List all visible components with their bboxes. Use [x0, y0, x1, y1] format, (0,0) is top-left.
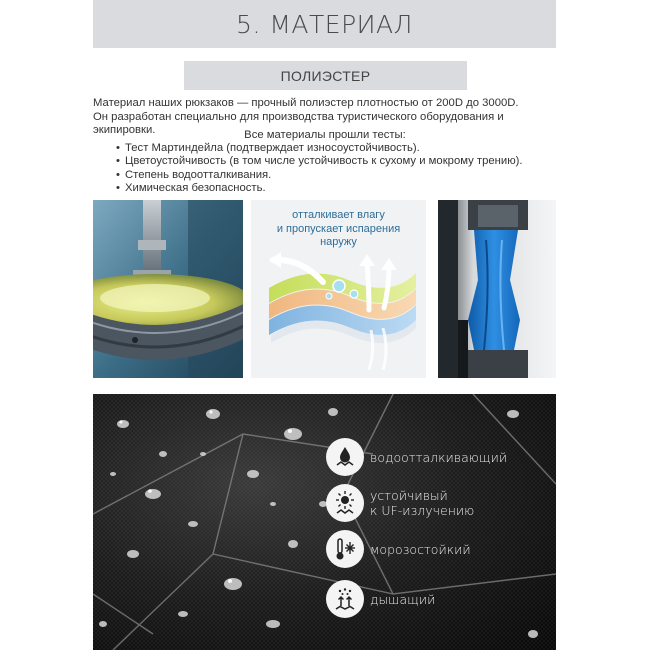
- feature-label: водоотталкивающий: [370, 449, 508, 465]
- subtitle-bar: [184, 61, 467, 90]
- feature-breathable: [326, 580, 435, 618]
- feature-frost-resistant: [326, 530, 471, 568]
- tensile-test-photo: [438, 200, 556, 378]
- feature-label: морозостойкий: [370, 541, 471, 557]
- page-title: 5. МАТЕРИАЛ: [236, 9, 413, 39]
- list-item: • Степень водоотталкивания.: [116, 169, 523, 182]
- tests-list: [116, 142, 523, 195]
- list-item: • Тест Мартиндейла (подтверждает износоустойчивость).: [116, 142, 523, 155]
- water-drop-icon: [326, 438, 364, 476]
- list-item: • Химическая безопасность.: [116, 182, 523, 195]
- fabric-caption-line-3: наружу: [320, 236, 357, 248]
- fabric-caption: [251, 209, 426, 250]
- list-item: • Цветоустойчивость (в том числе устойчивость к сухому и мокрому трению).: [116, 155, 523, 168]
- feature-label: устойчивый к UF-излучению: [370, 488, 475, 518]
- martindale-test-photo: [93, 200, 243, 378]
- title-bar: [93, 0, 556, 48]
- sun-icon: [326, 484, 364, 522]
- breathable-icon: [326, 580, 364, 618]
- thermometer-snowflake-icon: [326, 530, 364, 568]
- fabric-caption-line-1: отталкивает влагу: [292, 209, 385, 221]
- fabric-feature-panel: [93, 394, 556, 650]
- tests-heading: Все материалы прошли тесты:: [244, 129, 406, 141]
- fabric-caption-line-2: и пропускает испарения: [276, 222, 401, 235]
- section-subtitle: ПОЛИЭСТЕР: [280, 67, 371, 84]
- feature-uv-resistant: [326, 484, 474, 522]
- feature-water-repellent: [326, 438, 507, 476]
- feature-label: дышащий: [370, 591, 436, 607]
- intro-line-1: Материал наших рюкзаков — прочный полиэстер плотностью от 200D до 3000D.: [93, 97, 519, 109]
- intro-line-2: Он разработан специально для производства туристического оборудования и экипировки.: [93, 110, 504, 136]
